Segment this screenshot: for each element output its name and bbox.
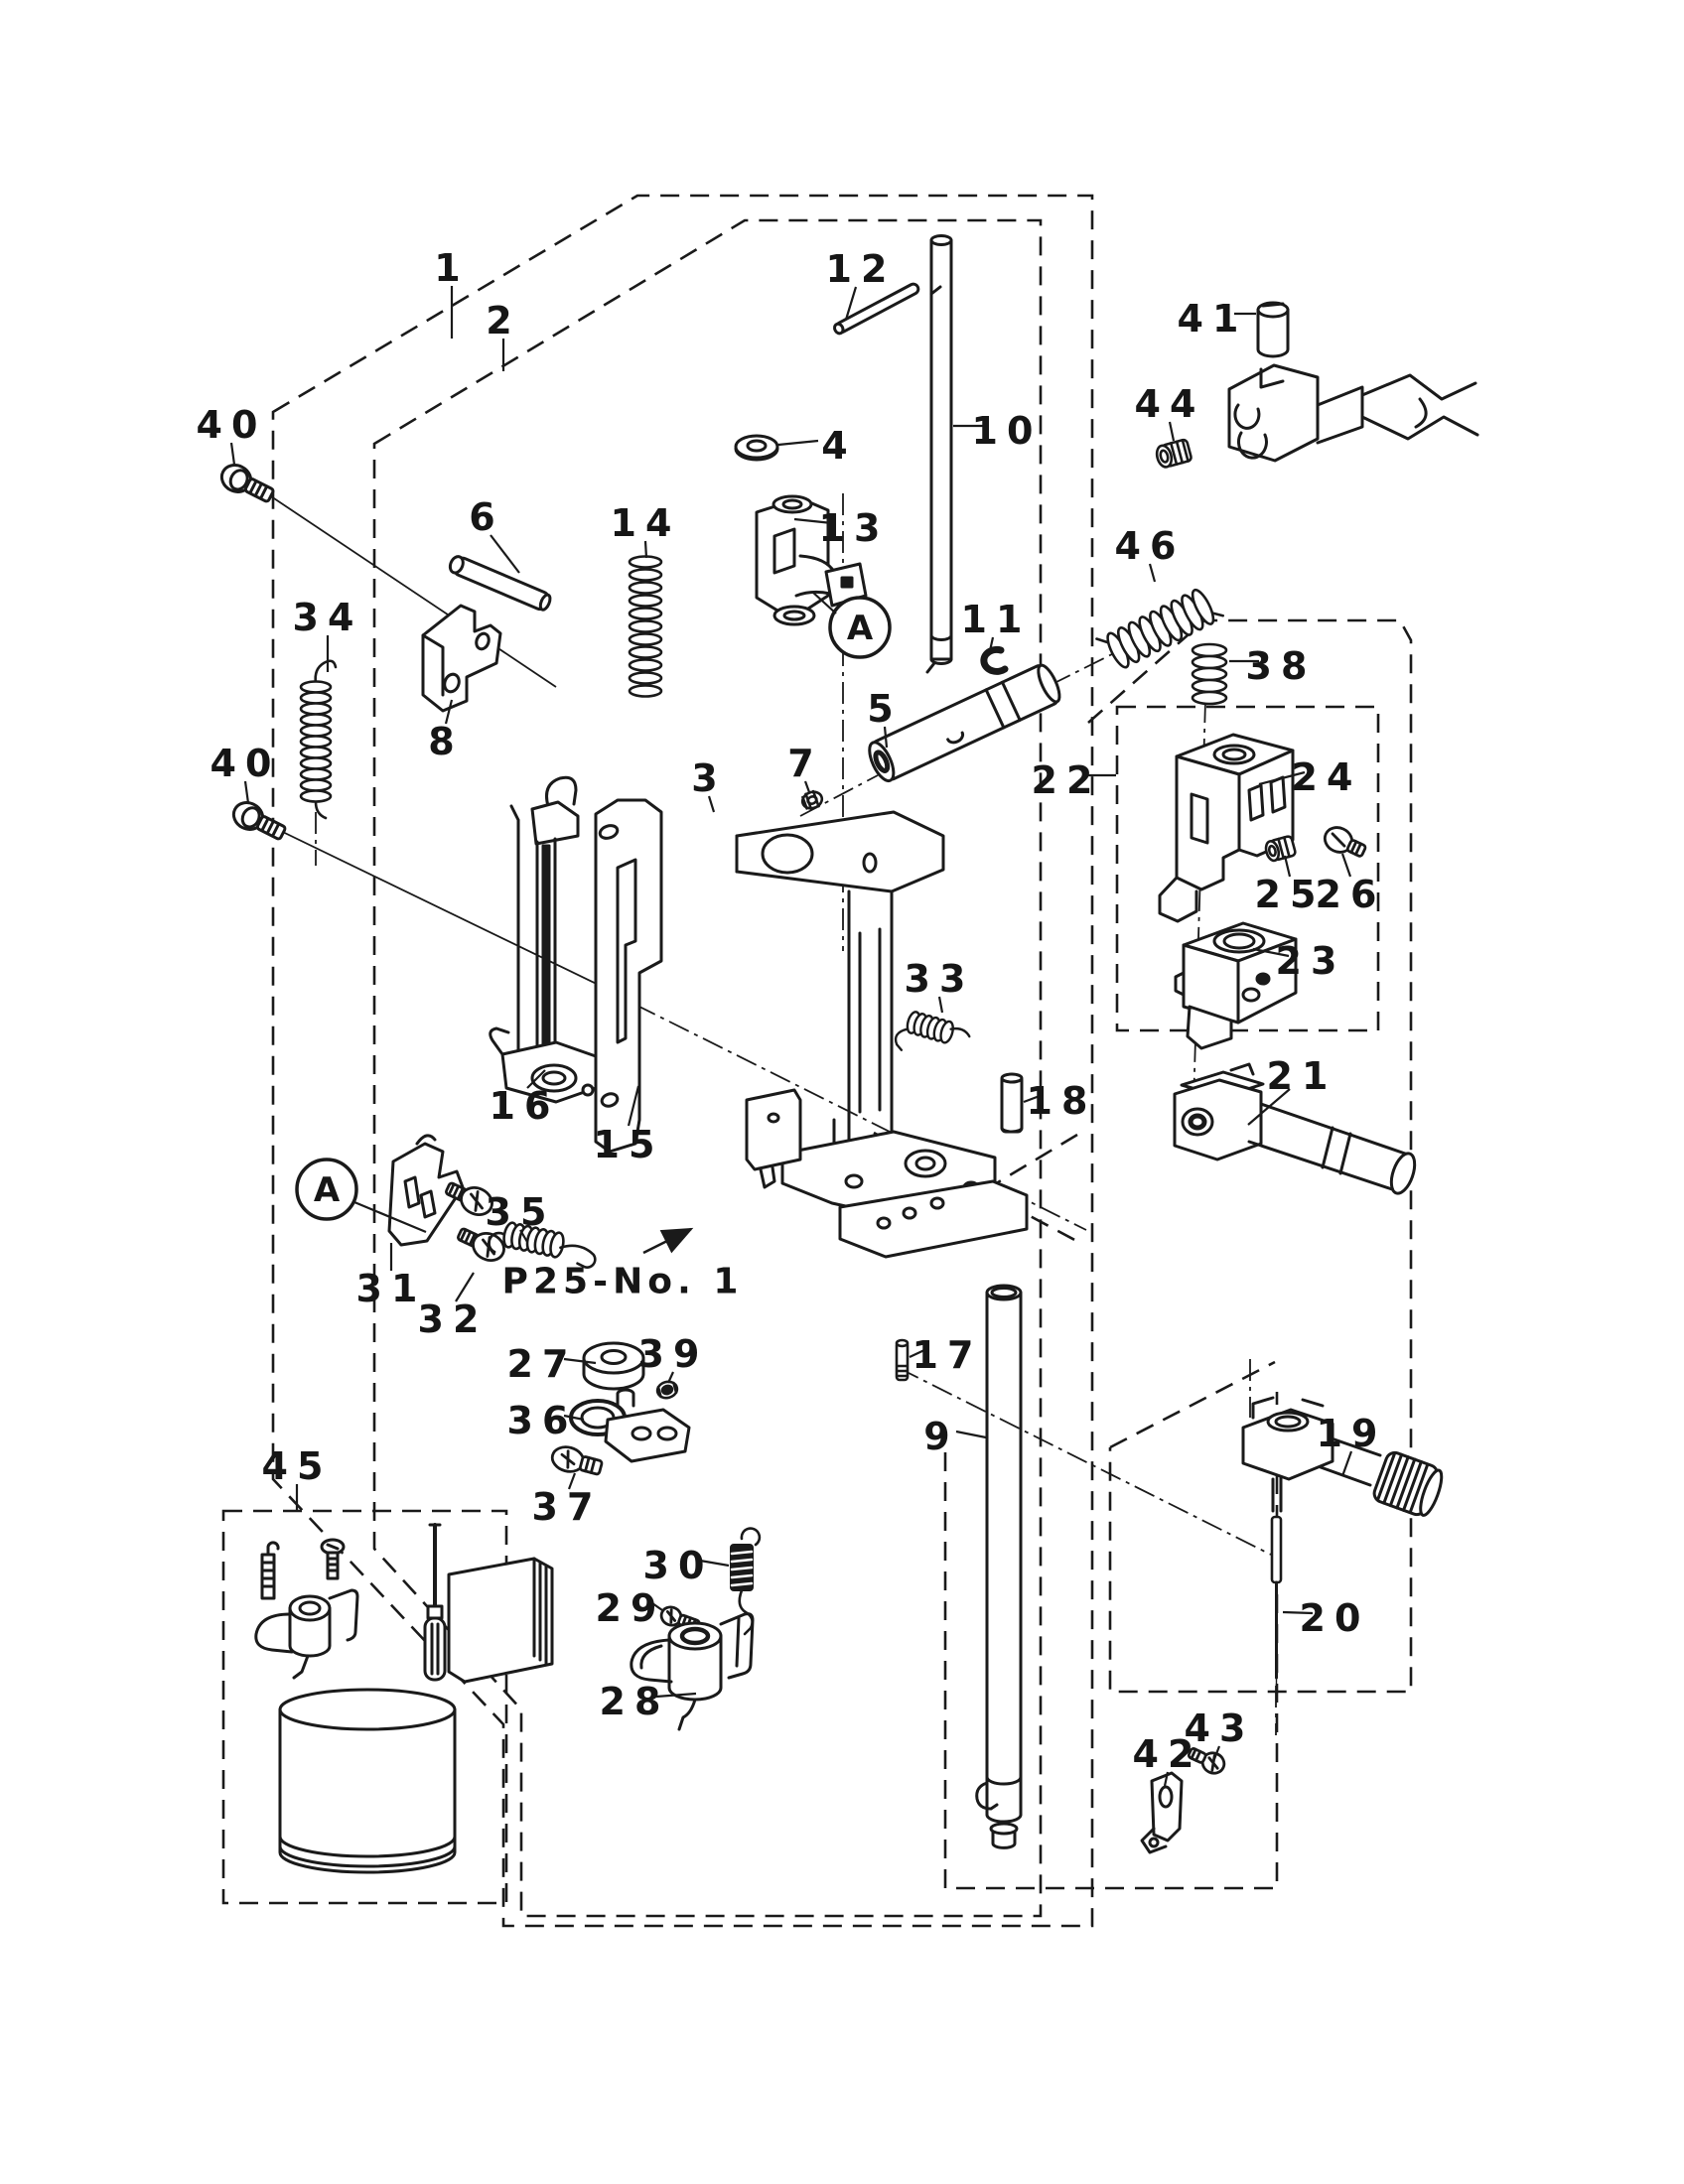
callout-7: 7: [787, 742, 823, 785]
screw-40-bottom: [229, 798, 289, 846]
callout-36: 36: [506, 1399, 578, 1442]
cylinder-41: [1258, 303, 1288, 356]
axis-shaft5-spring46: [1051, 651, 1118, 685]
note-P25-No. 1: P25-No. 1: [501, 1261, 744, 1302]
callout-28: 28: [599, 1680, 670, 1723]
callout-26: 26: [1315, 873, 1386, 916]
ering-11: [984, 649, 1005, 671]
callout-12: 12: [825, 247, 897, 291]
callout-40: 40: [196, 403, 267, 447]
boundary-box-1: [273, 196, 1092, 1926]
bracket-8: [423, 606, 500, 711]
callout-40: 40: [210, 742, 281, 785]
spring-34: [301, 661, 336, 818]
frame-3: [737, 812, 1027, 1257]
pin-6: [448, 554, 553, 612]
rod-10: [927, 236, 951, 673]
spring-14: [630, 557, 661, 697]
callout-38: 38: [1245, 644, 1317, 688]
screw-26: [1321, 823, 1368, 863]
callout-31: 31: [355, 1267, 427, 1310]
detail-marker-A: A: [846, 609, 874, 648]
callout-8: 8: [428, 720, 464, 763]
setscrew-7: [800, 789, 824, 811]
callout-41: 41: [1177, 297, 1248, 341]
leader-screw40-bottom: [260, 821, 635, 1003]
callout-43: 43: [1184, 1706, 1255, 1750]
note-arrow: [643, 1229, 691, 1253]
guide-36: [571, 1390, 689, 1461]
callout-25: 25: [1254, 873, 1326, 916]
nut-39: [655, 1380, 678, 1401]
callout-9: 9: [923, 1415, 959, 1458]
callout-16: 16: [489, 1084, 560, 1128]
callout-33: 33: [904, 957, 975, 1001]
washer-4: [736, 436, 777, 460]
callout-18: 18: [1026, 1079, 1097, 1123]
needle-20: [1272, 1517, 1281, 1690]
callout-2: 2: [486, 299, 521, 342]
callout-5: 5: [867, 687, 903, 731]
screw-37: [549, 1443, 604, 1479]
callout-19: 19: [1316, 1412, 1387, 1455]
callout-37: 37: [531, 1485, 603, 1529]
callout-24: 24: [1291, 755, 1362, 799]
spring-33: [893, 1009, 971, 1067]
screw-40-top: [217, 461, 277, 508]
callout-10: 10: [971, 409, 1043, 453]
callout-30: 30: [642, 1544, 714, 1587]
callout-34: 34: [292, 596, 363, 639]
washer-27: [584, 1343, 643, 1389]
axis-pin17-needle: [899, 1368, 1271, 1555]
callout-6: 6: [469, 495, 504, 539]
callout-45: 45: [261, 1444, 333, 1488]
callout-4: 4: [821, 424, 857, 468]
spring-38: [1193, 644, 1226, 704]
callout-21: 21: [1266, 1054, 1337, 1098]
callout-35: 35: [485, 1190, 556, 1234]
callout-13: 13: [818, 506, 890, 550]
callout-17: 17: [912, 1333, 983, 1377]
callout-46: 46: [1114, 524, 1186, 568]
machine-arm-sketch: [1229, 365, 1477, 461]
callout-3: 3: [691, 756, 727, 800]
bracket-42: [1142, 1773, 1182, 1852]
callout-15: 15: [593, 1123, 664, 1166]
rod-9: [977, 1286, 1021, 1847]
callout-23: 23: [1275, 939, 1346, 983]
callout-1: 1: [434, 246, 470, 290]
callout-42: 42: [1132, 1732, 1203, 1776]
callout-22: 22: [1031, 758, 1102, 802]
callout-11: 11: [960, 598, 1032, 641]
callout-14: 14: [610, 501, 681, 545]
callout-32: 32: [417, 1297, 489, 1341]
setscrew-44: [1155, 439, 1193, 469]
callout-29: 29: [595, 1586, 666, 1630]
pin-18: [1002, 1074, 1022, 1132]
pin-17: [897, 1340, 908, 1380]
callout-27: 27: [506, 1342, 578, 1386]
kit-45: [256, 1525, 552, 1872]
callout-39: 39: [637, 1332, 709, 1376]
callout-44: 44: [1134, 382, 1205, 426]
detail-marker-A: A: [313, 1170, 341, 1210]
plate-15: [596, 800, 661, 1152]
callout-20: 20: [1299, 1596, 1370, 1640]
reference-note: [502, 1262, 744, 1302]
